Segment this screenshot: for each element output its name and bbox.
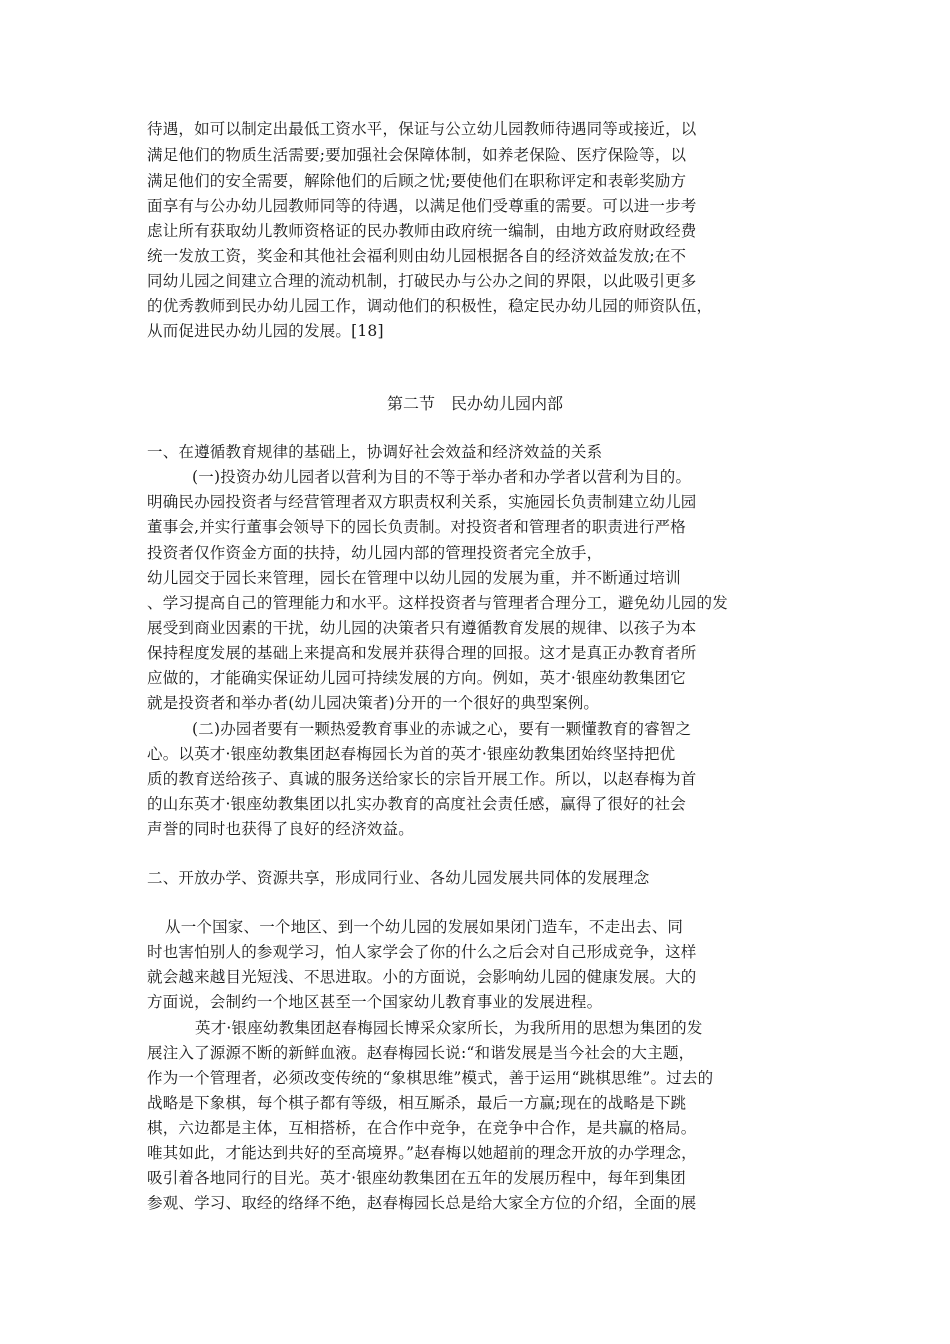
body-line: 棋，六边都是主体，互相搭桥，在合作中竞争，在竞争中合作，是共赢的格局。: [147, 1119, 697, 1137]
body-line: 心。以英才·银座幼教集团赵春梅园长为首的英才·银座幼教集团始终坚持把优: [147, 745, 676, 763]
body-line: 声誉的同时也获得了良好的经济效益。: [147, 820, 414, 838]
body-line: 、学习提高自己的管理能力和水平。这样投资者与管理者合理分工，避免幼儿园的发: [147, 594, 728, 612]
body-line: 满足他们的物质生活需要;要加强社会保障体制，如养老保险、医疗保险等，以: [147, 146, 687, 164]
subheading: 二、开放办学、资源共享，形成同行业、各幼儿园发展共同体的发展理念: [147, 869, 650, 887]
body-line: 展受到商业因素的干扰，幼儿园的决策者只有遵循教育发展的规律、以孩子为本: [147, 619, 697, 637]
body-line: 待遇，如可以制定出最低工资水平，保证与公立幼儿园教师待遇同等或接近，以: [147, 120, 697, 138]
body-line: 方面说，会制约一个地区甚至一个国家幼儿教育事业的发展进程。: [147, 993, 603, 1011]
body-line: 唯其如此，才能达到共好的至高境界。”赵春梅以她超前的理念开放的办学理念，: [147, 1144, 697, 1162]
body-line: 应做的，才能确实保证幼儿园可持续发展的方向。例如，英才·银座幼教集团它: [147, 669, 686, 687]
body-line: 的山东英才·银座幼教集团以扎实办教育的高度社会责任感，赢得了很好的社会: [147, 795, 686, 813]
body-line: (一)投资办幼儿园者以营利为目的不等于举办者和办学者以营利为目的。: [192, 468, 692, 486]
body-line: 满足他们的安全需要，解除他们的后顾之忧;要使他们在职称评定和表彰奖励方: [147, 172, 687, 190]
body-line: 从而促进民办幼儿园的发展。[18]: [147, 322, 384, 340]
body-line: 就是投资者和举办者(幼儿园决策者)分开的一个很好的典型案例。: [147, 694, 600, 712]
body-line: 统一发放工资，奖金和其他社会福利则由幼儿园根据各自的经济效益发放;在不: [147, 247, 687, 265]
body-line: 保持程度发展的基础上来提高和发展并获得合理的回报。这才是真正办教育者所: [147, 644, 697, 662]
body-line: 时也害怕别人的参观学习，怕人家学会了你的什么之后会对自己形成竞争，这样: [147, 943, 697, 961]
section-title: 第二节 民办幼儿园内部: [386, 394, 563, 413]
body-line: 幼儿园交于园长来管理，园长在管理中以幼儿园的发展为重，并不断通过培训: [147, 569, 681, 587]
body-line: 英才·银座幼教集团赵春梅园长博采众家所长，为我所用的思想为集团的发: [195, 1019, 703, 1037]
body-line: 战略是下象棋，每个棋子都有等级，相互厮杀，最后一方赢;现在的战略是下跳: [147, 1094, 687, 1112]
body-line: 作为一个管理者，必须改变传统的“象棋思维”模式，善于运用“跳棋思维”。过去的: [147, 1069, 714, 1087]
body-line: 就会越来越目光短浅、不思进取。小的方面说，会影响幼儿园的健康发展。大的: [147, 968, 697, 986]
body-line: (二)办园者要有一颗热爱教育事业的赤诚之心，要有一颗懂教育的睿智之: [192, 720, 692, 738]
body-line: 明确民办园投资者与经营管理者双方职责权利关系，实施园长负责制建立幼儿园: [147, 493, 697, 511]
body-line: 面享有与公办幼儿园教师同等的待遇，以满足他们受尊重的需要。可以进一步考: [147, 197, 697, 215]
subheading: 一、在遵循教育规律的基础上，协调好社会效益和经济效益的关系: [147, 443, 603, 461]
body-line: 同幼儿园之间建立合理的流动机制，打破民办与公办之间的界限，以此吸引更多: [147, 272, 697, 290]
body-line: 展注入了源源不断的新鲜血液。赵春梅园长说:“和谐发展是当今社会的大主题，: [147, 1044, 695, 1062]
body-line: 董事会,并实行董事会领导下的园长负责制。对投资者和管理者的职责进行严格: [147, 518, 686, 536]
body-line: 吸引着各地同行的目光。英才·银座幼教集团在五年的发展历程中，每年到集团: [147, 1169, 686, 1187]
body-line: 从一个国家、一个地区、到一个幼儿园的发展如果闭门造车，不走出去、同: [165, 918, 684, 936]
body-line: 虑让所有获取幼儿教师资格证的民办教师由政府统一编制，由地方政府财政经费: [147, 222, 697, 240]
body-line: 投资者仅作资金方面的扶持，幼儿园内部的管理投资者完全放手，: [147, 544, 603, 562]
body-line: 参观、学习、取经的络绎不绝，赵春梅园长总是给大家全方位的介绍，全面的展: [147, 1194, 697, 1212]
body-line: 的优秀教师到民办幼儿园工作，调动他们的积极性，稳定民办幼儿园的师资队伍，: [147, 297, 713, 315]
body-line: 质的教育送给孩子、真诚的服务送给家长的宗旨开展工作。所以，以赵春梅为首: [147, 770, 697, 788]
